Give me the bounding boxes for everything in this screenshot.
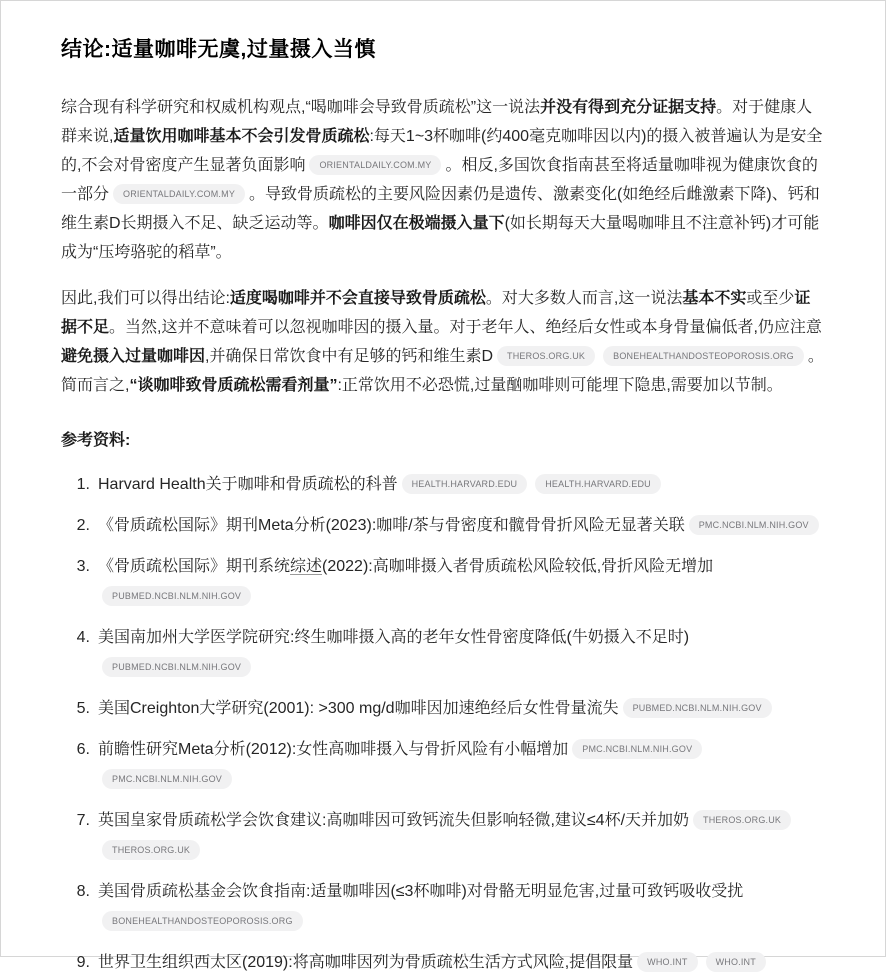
body-text: 《骨质疏松国际》期刊Meta分析(2023):咖啡/茶与骨密度和髋骨骨折风险无显著关联 (98, 517, 685, 534)
answer-paragraph (61, 284, 825, 400)
reference-number: 4. (76, 629, 90, 646)
reference-number: 2. (76, 517, 90, 534)
citation-pill[interactable]: PUBMED.NCBI.NLM.NIH.GOV (102, 657, 251, 677)
citation-pill[interactable]: ORIENTALDAILY.COM.MY (113, 184, 245, 204)
citation-pill[interactable]: PMC.NCBI.NLM.NIH.GOV (689, 515, 819, 535)
bold-text: 避免摄入过量咖啡因 (61, 348, 206, 365)
reference-item (61, 511, 825, 541)
reference-text (98, 629, 689, 676)
reference-text (98, 558, 713, 605)
citation-pill[interactable]: HEALTH.HARVARD.EDU (402, 474, 528, 494)
citation-pill[interactable]: PMC.NCBI.NLM.NIH.GOV (102, 769, 232, 789)
body-text: :每天1~3杯咖啡(约400毫克咖啡因以内)的摄入被普遍认为是安全的,不会对骨密度产生显著负面影响 (61, 128, 823, 174)
body-text: 美国Creighton大学研究(2001): >300 mg/d咖啡因加速绝经后女性骨量流失 (98, 700, 619, 717)
body-text: 美国骨质疏松基金会饮食指南:适量咖啡因(≤3杯咖啡)对骨骼无明显危害,过量可致钙吸收受扰 (98, 883, 744, 900)
reference-item (61, 694, 825, 724)
bold-text: 基本不实 (682, 290, 747, 307)
body-text: :正常饮用不必恐慌,过量酗咖啡则可能埋下隐患,需要加以节制。 (337, 377, 783, 394)
reference-number: 7. (76, 812, 90, 829)
citation-pill[interactable]: ORIENTALDAILY.COM.MY (309, 155, 441, 175)
reference-item (61, 552, 825, 612)
reference-text (98, 476, 665, 493)
reference-number: 5. (76, 700, 90, 717)
reference-text (98, 883, 743, 930)
underlined-text: 综述 (290, 558, 323, 575)
references-heading: 参考资料: (61, 432, 131, 449)
body-text: (2022):高咖啡摄入者骨质疏松风险较低,骨折风险无增加 (322, 558, 714, 575)
body-text: (如长期每天大量喝咖啡且不注意补钙)才可能成为“压垮骆驼的稻草”。 (61, 215, 820, 261)
body-text: 综合现有科学研究和权威机构观点,“喝咖啡会导致骨质疏松”这一说法 (61, 99, 541, 116)
body-text: 世界卫生组织西太区(2019):将高咖啡因列为骨质疏松生活方式风险,提倡限量 (98, 954, 634, 971)
body-text: 英国皇家骨质疏松学会饮食建议:高咖啡因可致钙流失但影响轻微,建议≤4杯/天并加奶 (98, 812, 690, 829)
body-text: 因此,我们可以得出结论: (61, 290, 230, 307)
reference-text (98, 700, 776, 717)
citation-pill[interactable]: WHO.INT (706, 952, 766, 972)
references-list (61, 470, 825, 978)
reference-number: 1. (76, 476, 90, 493)
body-text: 前瞻性研究Meta分析(2012):女性高咖啡摄入与骨折风险有小幅增加 (98, 741, 569, 758)
body-text: 美国南加州大学医学院研究:终生咖啡摄入高的老年女性骨密度降低(牛奶摄入不足时) (98, 629, 690, 646)
citation-pill[interactable]: THEROS.ORG.UK (497, 346, 595, 366)
reference-item (61, 470, 825, 500)
bold-text: “谈咖啡致骨质疏松需看剂量” (129, 377, 338, 394)
reference-item (61, 623, 825, 683)
body-text: 。当然,这并不意味着可以忽视咖啡因的摄入量。对于老年人、绝经后女性或本身骨量偏低者,仍应注意 (109, 319, 822, 336)
answer-paragraph (61, 93, 825, 267)
reference-item (61, 948, 825, 978)
reference-number: 3. (76, 558, 90, 575)
reference-text (98, 812, 795, 859)
citation-pill[interactable]: PMC.NCBI.NLM.NIH.GOV (572, 739, 702, 759)
reference-item (61, 806, 825, 866)
reference-number: 9. (76, 954, 90, 971)
body-text: 。对于健康人群来说, (61, 99, 813, 145)
body-text: 或至少 (746, 290, 795, 307)
citation-pill[interactable]: BONEHEALTHANDOSTEOPOROSIS.ORG (603, 346, 804, 366)
citation-pill[interactable]: THEROS.ORG.UK (693, 810, 791, 830)
reference-text (98, 517, 823, 534)
body-text: 。导致骨质疏松的主要风险因素仍是遗传、激素变化(如绝经后雌激素下降)、钙和维生素D长期摄入不足、缺乏运动等。 (61, 186, 820, 232)
body-text: Harvard Health关于咖啡和骨质疏松的科普 (98, 476, 398, 493)
answer-body (61, 93, 825, 400)
reference-item (61, 735, 825, 795)
body-text: 。相反,多国饮食指南甚至将适量咖啡视为健康饮食的一部分 (61, 157, 818, 203)
body-text: 。简而言之, (61, 348, 824, 394)
bold-text: 适量饮用咖啡基本不会引发骨质疏松 (113, 128, 370, 145)
body-text: 《骨质疏松国际》期刊系统 (98, 558, 291, 575)
bold-text: 并没有得到充分证据支持 (540, 99, 717, 116)
body-text: 。对大多数人而言,这一说法 (485, 290, 683, 307)
bold-text: 咖啡因仅在极端摄入量下 (328, 215, 505, 232)
citation-pill[interactable]: BONEHEALTHANDOSTEOPOROSIS.ORG (102, 911, 303, 931)
citation-pill[interactable]: WHO.INT (637, 952, 697, 972)
body-text: ,并确保日常饮食中有足够的钙和维生素D (205, 348, 494, 365)
citation-pill[interactable]: HEALTH.HARVARD.EDU (535, 474, 661, 494)
reference-number: 8. (76, 883, 90, 900)
reference-number: 6. (76, 741, 90, 758)
reference-item (61, 877, 825, 937)
reference-text (98, 741, 706, 788)
page-title: 结论:适量咖啡无虞,过量摄入当慎 (61, 38, 376, 61)
citation-pill[interactable]: PUBMED.NCBI.NLM.NIH.GOV (102, 586, 251, 606)
answer-document (61, 33, 825, 978)
citation-pill[interactable]: THEROS.ORG.UK (102, 840, 200, 860)
bold-text: 证据不足 (61, 290, 811, 336)
citation-pill[interactable]: PUBMED.NCBI.NLM.NIH.GOV (623, 698, 772, 718)
bold-text: 适度喝咖啡并不会直接导致骨质疏松 (229, 290, 486, 307)
